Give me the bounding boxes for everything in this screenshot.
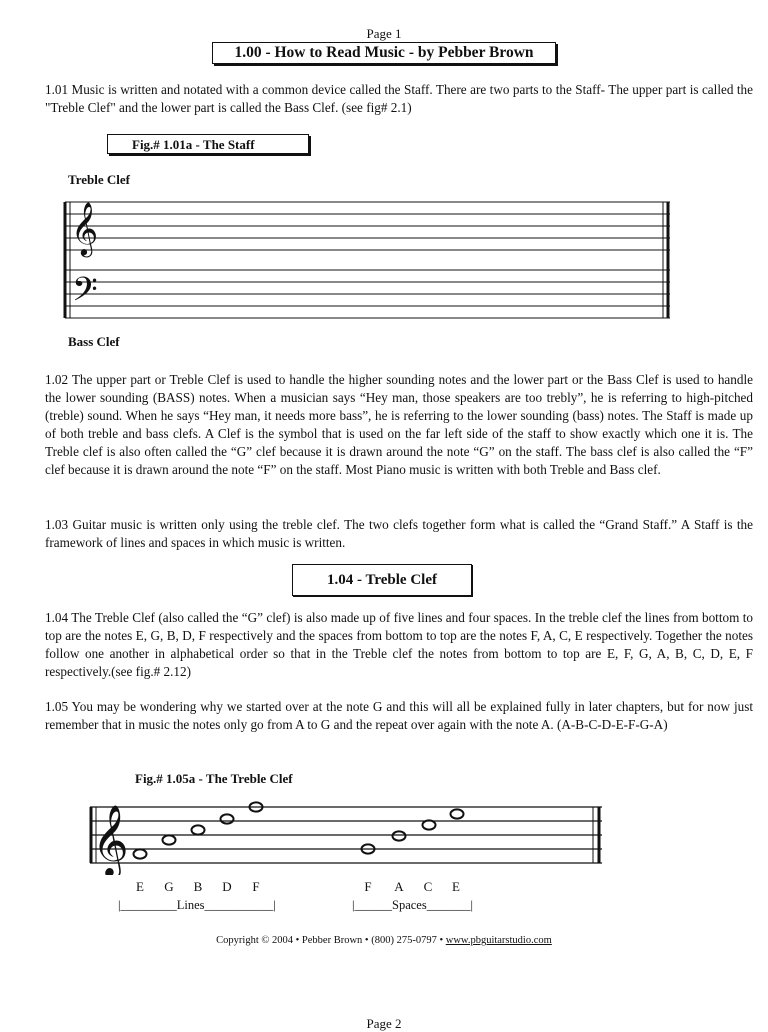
line-note-letter: E: [136, 879, 144, 894]
line-note-letter: F: [252, 879, 260, 894]
note-g-line: [163, 835, 176, 844]
note-a-space: [393, 831, 406, 840]
page-title: 1.00 - How to Read Music - by Pebber Brown: [212, 42, 556, 64]
note-c-space: [423, 820, 436, 829]
treble-clef-icon: 𝄞: [92, 803, 129, 875]
space-note-letter: C: [423, 879, 433, 894]
paragraph-1-03: 1.03 Guitar music is written only using the treble clef. The two clefs together form what is called the “Grand Staff.” A Staff is the framework of lines and spaces in which music is written.: [45, 517, 753, 550]
grand-staff-figure: [60, 196, 676, 324]
space-note-letter: A: [394, 879, 404, 894]
copyright-text: Copyright © 2004 • Pebber Brown • (800) 275-0797 •: [216, 935, 444, 946]
treble-clef-label: Treble Clef: [68, 172, 130, 187]
website-link[interactable]: www.pbguitarstudio.com: [445, 935, 552, 946]
figure-caption-staff: Fig.# 1.01a - The Staff: [107, 134, 309, 154]
line-note-letter: G: [164, 879, 174, 894]
note-b-line: [192, 825, 205, 834]
note-d-line: [221, 814, 234, 823]
space-note-letter: E: [452, 879, 460, 894]
bass-clef-icon: 𝄢: [72, 271, 98, 317]
paragraph-1-04: 1.04 The Treble Clef (also called the “G” clef) is also made up of five lines and four spaces. In the treble clef the lines from bottom to top are the notes E, G, B, D, F respectively and the spaces from bottom to top are the notes F, A, C, E respectively. Together the notes follow one another in alphabetical order so that in the Treble clef the notes from bottom to top are E, F, G, A, B, C, D, E, F respectively.(see fig.# 2.12): [45, 610, 753, 679]
line-note-letter: D: [222, 879, 232, 894]
page-number: Page 1: [366, 26, 402, 41]
lines-bracket: |_________Lines___________|: [118, 898, 276, 912]
treble-clef-icon: 𝄞: [71, 201, 99, 255]
treble-staff-figure: [85, 785, 607, 875]
paragraph-1-02: 1.02 The upper part or Treble Clef is used to handle the higher sounding notes and the lower part or the Bass Clef is used to handle the lower sounding (BASS) notes. When a musician says “Hey man, those speakers are too trebly”, he is referring to high-pitched (treble) sound. When he says “Hey man, it needs more bass”, he is referring to the lower sounding (bass) notes. The Staff is made up of both treble and bass clefs. A Clef is the symbol that is used on the far left side of the staff to show exactly which one it is. The Treble clef is also often called the “G” clef because it is drawn around the note “G” on the staff. The bass clef is also called the “F” clef because it is drawn around the note “F” on the staff. Most Piano music is written with both Treble and Bass clef.: [45, 372, 753, 477]
note-e-line: [134, 849, 147, 858]
note-e-space: [451, 809, 464, 818]
paragraph-1-01: 1.01 Music is written and notated with a common device called the Staff. There are two parts to the Staff- The upper part is called the "Treble Clef" and the lower part is called the Bass Clef. (see fig# 2.1): [45, 82, 753, 115]
space-note-letter: F: [364, 879, 372, 894]
spaces-bracket: |______Spaces_______|: [352, 898, 473, 912]
copyright-footer: [0, 935, 768, 946]
bass-clef-label: Bass Clef: [68, 334, 120, 349]
paragraph-1-05: 1.05 You may be wondering why we started over at the note G and this will all be explained fully in later chapters, but for now just remember that in music the notes only go from A to G and the repeat over again with the note A. (A-B-C-D-E-F-G-A): [45, 699, 753, 732]
section-heading-treble-clef: 1.04 - Treble Clef: [292, 564, 472, 596]
line-note-letter: B: [193, 879, 203, 894]
next-page-number: Page 2: [366, 1016, 402, 1031]
figure-caption-treble-clef: Fig.# 1.05a - The Treble Clef: [135, 771, 293, 786]
